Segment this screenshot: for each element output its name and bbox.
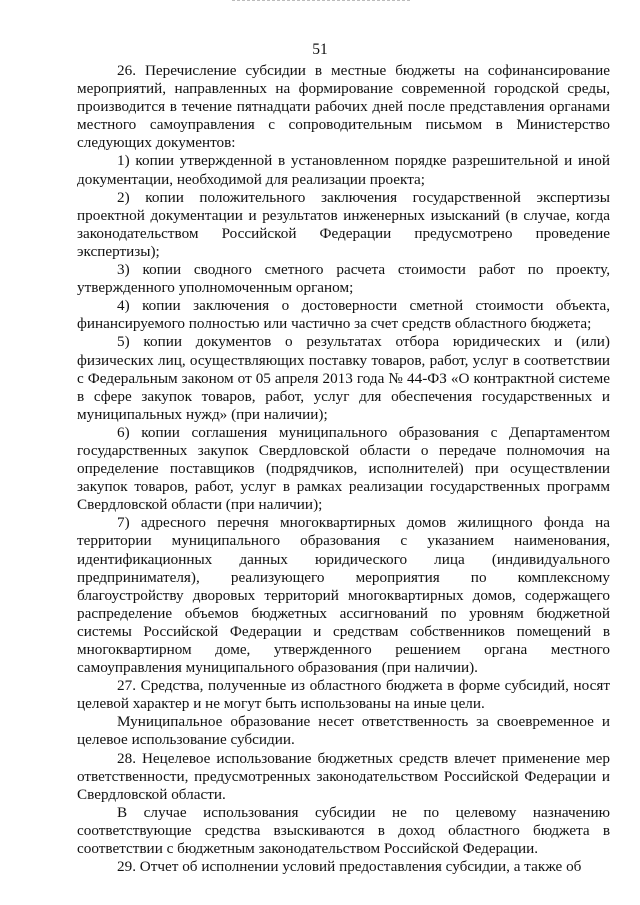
page-top-edge [232,0,410,2]
list-item-4: 4) копии заключения о достоверности сметной стоимости объекта, финансируемого полностью или частично за счет средств областного бюджета; [77,297,610,333]
list-item-7: 7) адресного перечня многоквартирных домов жилищного фонда на территории муниципального образования с указанием наименования, идентификационных данных юридического лица (индивидуального предпринимателя), реализующего мероприятия по комплексному благоустройству дворовых территорий многоквартирных домов, содержащего распределение объемов бюджетных ассигнований по уровням бюджетной системы Российской Федерации и средствам собственников помещений в многоквартирном доме, утвержденного решением органа местного самоуправления муниципального образования (при наличии). [77,514,610,677]
paragraph-misuse: В случае использования субсидии не по целевому назначению соответствующие средства взыскиваются в доход областного бюджета в соответствии с бюджетным законодательством Российской Федерации. [77,803,610,858]
list-item-6: 6) копии соглашения муниципального образования с Департаментом государственных закупок Свердловской области о передаче полномочия на определение поставщиков (подрядчиков, исполнителей) при осуществлении закупок товаров, работ, услуг в рамках реализации государственных программ Свердловской области (при наличии); [77,423,610,514]
paragraph-26: 26. Перечисление субсидии в местные бюджеты на софинансирование мероприятий, направленных на формирование современной городской среды, производится в течение пятнадцати рабочих дней после представления органами местного самоуправления с сопроводительным письмом в Министерство следующих документов: [77,62,610,152]
list-item-1: 1) копии утвержденной в установленном порядке разрешительной и иной документации, необходимой для реализации проекта; [77,152,610,188]
list-item-5: 5) копии документов о результатах отбора юридических и (или) физических лиц, осуществляющих поставку товаров, работ, услуг в соответствии с Федеральным законом от 05 апреля 2013 года № 44-ФЗ «О контрактной системе в сфере закупок товаров, работ, услуг для обеспечения государственных и муниципальных нужд» (при наличии); [77,333,610,423]
paragraph-27: 27. Средства, полученные из областного бюджета в форме субсидий, носят целевой характер и не могут быть использованы на иные цели. [77,677,610,713]
paragraph-28: 28. Нецелевое использование бюджетных средств влечет применение мер ответственности, предусмотренных законодательством Российской Федерации и Свердловской области. [77,749,610,803]
document-body [77,62,610,876]
page-number: 51 [312,41,328,58]
paragraph-29: 29. Отчет об исполнении условий предоставления субсидии, а также об [117,858,582,876]
paragraph-responsibility: Муниципальное образование несет ответственность за своевременное и целевое использование субсидии. [77,713,610,749]
list-item-2: 2) копии положительного заключения государственной экспертизы проектной документации и результатов инженерных изысканий (в случае, когда законодательством Российской Федерации предусмотрено проведение экспертизы); [77,188,610,260]
list-item-3: 3) копии сводного сметного расчета стоимости работ по проекту, утвержденного уполномоченным органом; [77,261,610,297]
